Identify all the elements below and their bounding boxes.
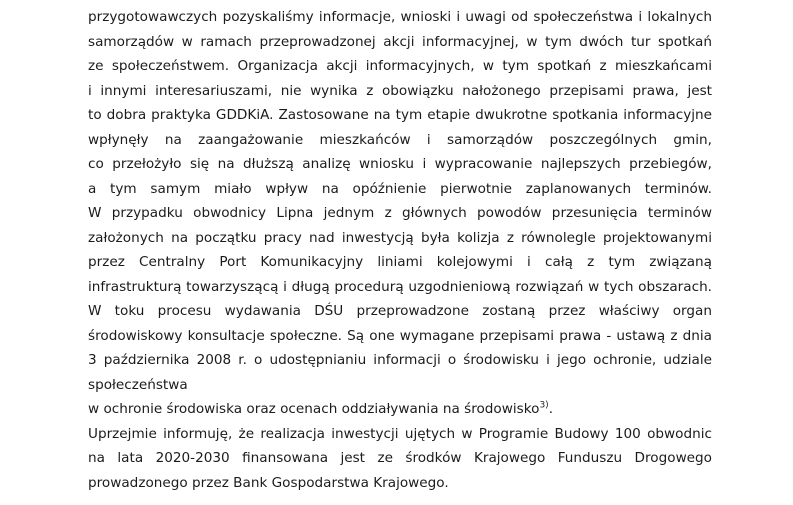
text-line: co przełożyło się na dłuższą analizę wniosku i wypracowanie najlepszych przebiegów, <box>88 156 712 172</box>
text-line: i innymi interesariuszami, nie wynika z obowiązku nałożonego przepisami prawa, jest <box>88 82 712 99</box>
text-line: samorządów w ramach przeprowadzonej akcji informacyjnej, w tym dwóch tur spotkań <box>88 33 712 50</box>
footnote-reference: 3) <box>539 400 549 411</box>
text-line: prowadzonego przez Bank Gospodarstwa Krajowego. <box>88 474 449 491</box>
text-block <box>88 5 712 495</box>
line-text: . <box>548 401 554 417</box>
text-line: W przypadku obwodnicy Lipna jednym z głównych powodów przesunięcia terminów <box>88 205 712 221</box>
text-line-with-footnote <box>88 397 712 422</box>
text-line: na lata 2020-2030 finansowana jest ze środków Krajowego Funduszu Drogowego <box>88 450 712 466</box>
text-line: przygotowawczych pozyskaliśmy informacje, wnioski i uwagi od społeczeństwa i lokalnych <box>88 9 712 25</box>
text-line: W toku procesu wydawania DŚU przeprowadzone zostaną przez właściwy organ <box>88 303 712 319</box>
text-line: wpłynęły na zaangażowanie mieszkańców i samorządów poszczególnych gmin, <box>88 131 712 148</box>
text-line: Uprzejmie informuję, że realizacja inwestycji ujętych w Programie Budowy 100 obwodnic <box>88 425 712 442</box>
text-line: społeczeństwa <box>88 376 188 393</box>
text-line: założonych na początku pracy nad inwestycją była kolizja z równolegle projektowanymi <box>88 229 712 246</box>
text-line: a tym samym miało wpływ na opóźnienie pierwotnie zaplanowanych terminów. <box>88 180 712 197</box>
line-text: w ochronie środowiska oraz ocenach oddziaływania na środowisko <box>88 401 540 417</box>
text-line: infrastrukturą towarzyszącą i długą procedurą uzgodnieniową rozwiązań w tych obszarach. <box>88 278 712 295</box>
text-line: ze społeczeństwem. Organizacja akcji informacyjnych, w tym spotkań z mieszkańcami <box>88 58 712 74</box>
text-line: środowiskowy konsultacje społeczne. Są one wymagane przepisami prawa - ustawą z dnia <box>88 327 712 344</box>
text-line: przez Centralny Port Komunikacyjny liniami kolejowymi i całą z tym związaną <box>88 254 712 270</box>
text-line: to dobra praktyka GDDKiA. Zastosowane na tym etapie dwukrotne spotkania informacyjne <box>88 107 712 123</box>
text-line: 3 października 2008 r. o udostępnianiu informacji o środowisku i jego ochronie, udziale <box>88 352 712 368</box>
